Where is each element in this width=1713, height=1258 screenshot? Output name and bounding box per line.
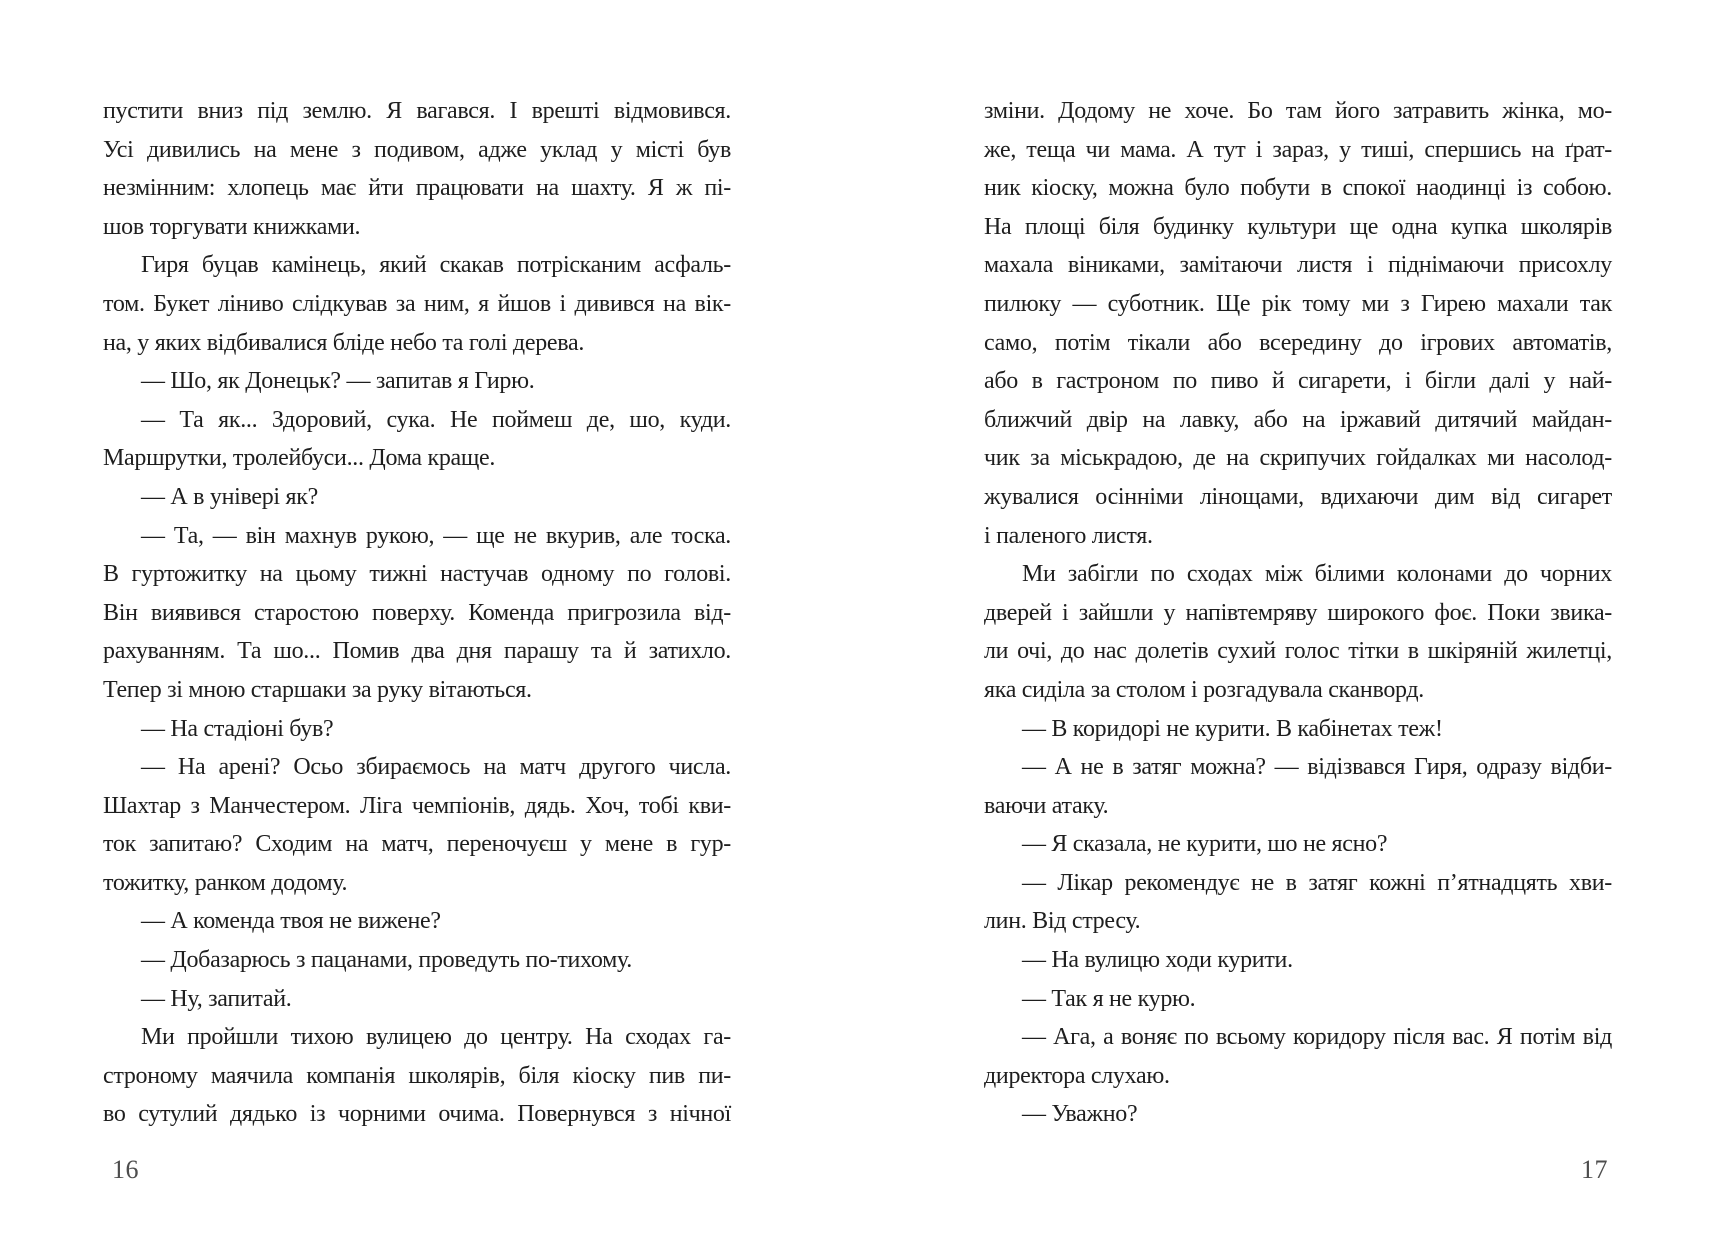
- text-line: рахуванням. Та шо... Помив два дня парашу та й затихло.: [103, 638, 731, 665]
- text-line: або в гастроном по пиво й сигарети, і бігли далі у най-: [984, 368, 1612, 395]
- text-line: лин. Від стресу.: [984, 908, 1141, 935]
- text-line: ли очі, до нас долетів сухий голос тітки в шкіряній жилетці,: [984, 638, 1612, 665]
- text-line: пустити вниз під землю. Я вагався. І врешті відмовився.: [103, 98, 731, 124]
- text-line: ваючи атаку.: [984, 792, 1109, 819]
- text-line: — А не в затяг можна? — відізвався Гиря, одразу відби-: [1022, 754, 1612, 781]
- text-line: ток запитаю? Сходим на матч, переночуєш у мене в гур-: [103, 831, 731, 858]
- right-page-text: [984, 92, 1612, 1134]
- page-number-right: 17: [1581, 1155, 1608, 1184]
- text-line: — На арені? Осьо збираємось на матч другого числа.: [141, 754, 731, 781]
- text-line: і паленого листя.: [984, 522, 1153, 549]
- text-line: чик за міськрадою, де на скрипучих гойдалках ми насолод-: [984, 445, 1612, 472]
- text-line: — Шо, як Донецьк? — запитав я Гирю.: [141, 368, 535, 395]
- text-line: на, у яких відбивалися бліде небо та голі дерева.: [103, 329, 585, 356]
- text-line: — Уважно?: [1022, 1101, 1138, 1128]
- text-line: Шахтар з Манчестером. Ліга чемпіонів, дядь. Хоч, тобі кви-: [103, 792, 731, 819]
- text-line: Гиря буцав камінець, який скакав потрісканим асфаль-: [141, 252, 731, 279]
- text-line: Усі дивились на мене з подивом, адже уклад у місті був: [103, 136, 731, 163]
- text-line: — Так я не курю.: [1022, 985, 1196, 1012]
- page-number-left: 16: [112, 1155, 139, 1184]
- text-line: Тепер зі мною старшаки за руку вітаються.: [103, 676, 532, 703]
- text-line: — Ага, а воняє по всьому коридору після вас. Я потім від: [1022, 1024, 1612, 1051]
- text-line: дверей і зайшли у напівтемряву широкого фоє. Поки звика-: [984, 599, 1612, 626]
- text-line: — На вулицю ходи курити.: [1022, 947, 1293, 974]
- text-line: тожитку, ранком додому.: [103, 869, 348, 896]
- text-line: — В коридорі не курити. В кабінетах теж!: [1022, 715, 1443, 742]
- text-line: — Я сказала, не курити, шо не ясно?: [1022, 831, 1388, 858]
- text-line: жувалися осінніми лінощами, вдихаючи дим від сигарет: [984, 483, 1612, 510]
- text-line: директора слухаю.: [984, 1062, 1170, 1089]
- left-page-text: [103, 92, 731, 1134]
- text-line: строному маячила компанія школярів, біля кіоску пив пи-: [103, 1062, 731, 1089]
- text-line: Ми пройшли тихою вулицею до центру. На сходах га-: [141, 1024, 731, 1051]
- text-line: том. Букет ліниво слідкував за ним, я йшов і дивився на вік-: [103, 290, 731, 317]
- text-line: — Та, — він махнув рукою, — ще не вкурив, але тоска.: [141, 522, 731, 549]
- text-line: Маршрутки, тролейбуси... Дома краще.: [103, 445, 496, 472]
- text-line: яка сиділа за столом і розгадувала сканворд.: [984, 676, 1425, 703]
- text-line: же, теща чи мама. А тут і зараз, у тиші, спершись на ґрат-: [984, 136, 1612, 163]
- text-line: — На стадіоні був?: [141, 715, 334, 742]
- text-line: — А в універі як?: [141, 483, 318, 510]
- text-line: На площі біля будинку культури ще одна купка школярів: [984, 213, 1612, 240]
- text-line: зміни. Додому не хоче. Бо там його затравить жінка, мо-: [984, 98, 1612, 124]
- text-line: ник кіоску, можна було побути в спокої наодинці із собою.: [984, 175, 1612, 202]
- text-line: ближчий двір на лавку, або на іржавий дитячий майдан-: [984, 406, 1612, 433]
- text-line: В гуртожитку на цьому тижні настучав одному по голові.: [103, 561, 731, 588]
- text-line: — А коменда твоя не вижене?: [141, 908, 441, 935]
- text-line: — Ну, запитай.: [141, 985, 292, 1012]
- text-line: незмінним: хлопець має йти працювати на шахту. Я ж пі-: [103, 175, 731, 202]
- text-line: Він виявився старостою поверху. Коменда пригрозила від-: [103, 599, 731, 626]
- text-line: махала віниками, замітаючи листя і піднімаючи присохлу: [984, 252, 1612, 279]
- text-line: само, потім тікали або всередину до ігрових автоматів,: [984, 329, 1612, 356]
- text-line: шов торгувати книжками.: [103, 213, 361, 240]
- text-line: — Та як... Здоровий, сука. Не поймеш де, шо, куди.: [141, 406, 731, 433]
- text-line: Ми забігли по сходах між білими колонами до чорних: [1022, 561, 1612, 588]
- text-line: во сутулий дядько із чорними очима. Повернувся з нічної: [103, 1101, 731, 1128]
- text-line: пилюку — суботник. Ще рік тому ми з Гирею махали так: [984, 290, 1612, 317]
- text-line: — Лікар рекомендує не в затяг кожні п’ятнадцять хви-: [1022, 869, 1612, 896]
- text-line: — Добазарюсь з пацанами, проведуть по-тихому.: [141, 947, 632, 974]
